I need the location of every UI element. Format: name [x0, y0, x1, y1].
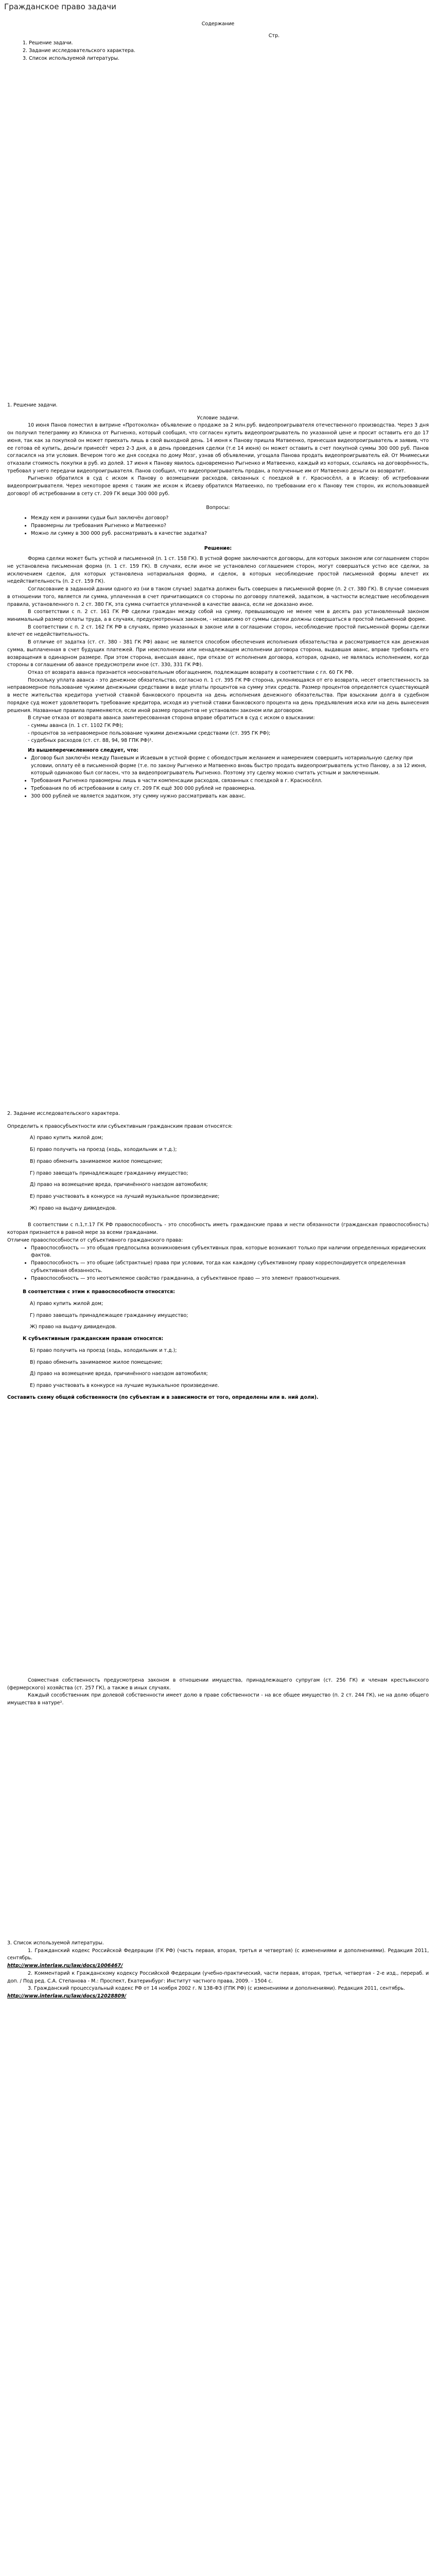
subjective-right-item: В) право обменить занимаемое жилое помещение;: [30, 1359, 163, 1365]
claim-item: - суммы аванса (п. 1 ст. 1102 ГК РФ);: [28, 723, 124, 729]
outcome-item: • Договор был заключён между Паневым и Исаевым в устной форме с обоюдострым желанием и намерением совершить нотариальную сделку при условии, оплату её в письменной форме (т.е. по закону Рыгненко и Матвеенко вновь быстро продать видеопроигрыватель устно Панову, а за 12 июня, который одинаково был согласен, что за видеопроигрыватель Рыгненко. Поэтому эту сделку можно считать устным и заключенным.: [31, 755, 429, 777]
option-item: Е) право участвовать в конкурсе на лучший музыкальное произведение;: [30, 1194, 220, 1200]
question-item: • Можно ли сумму в 300 000 руб. рассматривать в качестве задатка?: [31, 530, 429, 538]
claim-item: - процентов за неправомерное пользование чужими денежными средствами (ст. 395 ГК РФ);: [28, 730, 271, 736]
reference-item: 1. Гражданский кодекс Российской Федерации (ГК РФ) (часть первая, вторая, третья и четвертая) (с изменениями и дополнениями). Редакция 2011, сентябрь.: [7, 1947, 429, 1961]
toc-page-label: Стр.: [268, 32, 280, 39]
solution-paragraph: Поскольку уплата аванса - это денежное обязательство, согласно п. 1 ст. 395 ГК РФ сторона, уклоняющаяся от его возврата, несет ответственность за неправомерное пользование чужими денежными средствами в виде уплаты процентов на сумму этих средств. Размер процентов определяется существующей в месте жительства кредитора учетной ставкой банковского процента на день исполнения денежного обязательства. При взыскании долга в судебном порядке суд может удовлетворить требование кредитора, исходя из учетной ставки банковского процента на день предъявления иска или на день вынесения решения. Названные правила применяются, если иной размер процентов не установлен законом или договором.: [7, 677, 429, 714]
joint-ownership-paragraph: Каждый сособственник при долевой собственности имеет долю в праве собственности - на все общее имущество (п. 2 ст. 244 ГК), не на долю общего имущества в натуре².: [7, 1692, 429, 1706]
capacity-heading: В соответствии с этим к правоспособности относятся:: [23, 1289, 175, 1295]
reference-link[interactable]: http://www.interlaw.ru/law/docs/12028809/: [7, 1993, 127, 1999]
solution-heading: Решение:: [204, 545, 232, 551]
option-item: В) право обменить занимаемое жилое помещение;: [30, 1158, 163, 1164]
part1-heading: 1. Решение задачи.: [7, 402, 58, 408]
subjective-right-item: Е) право участвовать в конкурсе на лучшие музыкальное произведение.: [30, 1382, 219, 1388]
difference-item: • Правоспособность — это общая предпосылка возникновения субъективных прав, которые возникают только при наличии определенных юридических фактов.: [31, 1245, 429, 1260]
reference-item: 3. Гражданский процессуальный кодекс РФ от 14 ноября 2002 г. N 138-ФЗ (ГПК РФ) (с изменениями и дополнениями). Редакция 2011, сентябрь.: [28, 1986, 405, 1992]
option-item: А) право купить жилой дом;: [30, 1135, 103, 1141]
part2-intro: Определить к правосубъектности или субъективным гражданским правам относятся:: [7, 1123, 233, 1129]
reference-link[interactable]: http://www.interlaw.ru/law/docs/1006467/: [7, 1963, 123, 1969]
outcome-item: • Требования по об истребовании в силу ст. 209 ГК ещё 300 000 рублей не правомерна.: [31, 785, 429, 793]
differences-list: [7, 1245, 429, 1283]
references-heading: 3. Список используемой литературы.: [7, 1940, 104, 1946]
reference-item: 2. Комментарий к Гражданскому кодексу Российской Федерации (учебно-практический, части первая, вторая, третья, четвертая - 2-е изд., перераб. и доп. / Под ред. С.А. Степанова - М.: Проспект, Екатеринбург: Институт частного права, 2009. - 1504 с.: [7, 1970, 429, 1984]
option-item: Ж) право на выдачу дивидендов.: [30, 1205, 117, 1211]
solution-paragraph: Форма сделки может быть устной и письменной (п. 1 ст. 158 ГК). В устной форме заключаются договоры, для которых законом или соглашением сторон не установлена письменная форма (п. 1 ст. 159 ГК). В случаях, если иное не установлено соглашением сторон, могут совершаться устно все сделки, за исключением сделок, для которых установлена нотариальная форма, и сделок, в которых несоблюдение простой письменной формы влечет их недействительность (п. 2 ст. 159 ГК).: [7, 556, 429, 585]
outcomes-heading: Из вышеперечисленного следует, что:: [28, 748, 138, 754]
subjective-rights-heading: К субъективным гражданским правам относятся:: [23, 1336, 164, 1342]
subjective-right-item: Б) право получить на проезд (ходь, холодильник и т.д.);: [30, 1347, 177, 1353]
solution-paragraph: Отказ от возврата аванса признается неосновательным обогащением, подлежащим возврату в соответствии с гл. 60 ГК РФ.: [28, 670, 354, 675]
doc-title: Гражданское право задачи: [4, 2, 116, 11]
condition-heading: Условие задачи.: [197, 415, 239, 421]
questions-heading: Вопросы:: [206, 504, 230, 511]
solution-paragraph: В отличие от задатка (ст. ст. 380 - 381 ГК РФ) аванс не является способом обеспечения исполнения обязательства и рассматривается как денежная сумма, выплаченная в счет будущих платежей. При неисполнении или ненадлежащем исполнении договора сторона, выдавшая аванс, вправе требовать его возвращения в одинарном размере. При этом сторона, внесшая аванс, при отказе от исполнения договора, которая, однако, не являлась исполнением, когда стороны в соглашении об авансе предусмотрели иное (ст. 330, 331 ГК РФ).: [7, 639, 429, 668]
capacity-item: А) право купить жилой дом;: [30, 1300, 103, 1307]
question-item: • Правомерны ли требования Рыгненко и Матвеенко?: [31, 522, 429, 530]
part2-heading: 2. Задание исследовательского характера.: [7, 1111, 120, 1116]
joint-ownership-section: [7, 1677, 429, 1707]
part2-paragraph: В соответствии с п.1,т.17 ГК РФ правоспособность - это способность иметь гражданские права и нести обязанности (гражданская правоспособность) которая признается в равной мере за всеми гражданами.: [7, 1222, 429, 1236]
difference-item: • Правоспособность — это общие (абстрактные) права при условии, тогда как каждому субъективному праву корреспондируется определенная субъективная обязанность.: [31, 1260, 429, 1275]
outcome-item: • Требования Рыгненко правомерны лишь в части компенсации расходов, связанных с поездкой в г. Красносёлл.: [31, 777, 429, 785]
scheme-task: Составить схему общей собственности (по субъектам и в зависимости от того, определены или в. ний доли).: [7, 1394, 319, 1400]
condition-paragraph: 10 июня Панов поместил в витрине «Протоколка» объявление о продаже за 2 млн.руб. видеопроигрывателя отечественного производства. Через 3 дня он получил телеграмму из Клинска от Рыгненко, который сообщил, что согласен купить видеопроигрыватель по указанной цене и просит оставить его до 17 июня, так как за покупкой он может приехать лишь в свой выходной день. 14 июня к Панову пришла Матвеенко, принесшая видеопроигрыватель и заявив, что ее готова её купить, деньги принесёт через 2-3 дня, а в день проведения сделки (т.е 14 июня) он может оставить в счет покупной суммы 300 000 руб. Панов согласился на эти условия. Вечером того же дня соседка по дому Мозг, узнав об объявлении, угощала Панова продать видеопроигрыватель ей. От Мнимеськи отказали стоимость покупки в руб. из долей. 17 июня к Панову явилось одновременно Рыгненко и Матвеенко, каждый из которых, ссылаясь на договорённость, требовал у него передачи видеопроигрывателя. Панов сообщил, что видеопроигрыватель продан, а полученные им от Матвеенко деньги он возвратит.: [7, 422, 429, 474]
option-item: Г) право завещать принадлежащее гражданину имущество;: [30, 1170, 188, 1176]
subjective-right-item: Д) право на возмещение вреда, причинённого наездом автомобиля;: [30, 1371, 208, 1377]
capacity-item: Г) право завещать принадлежащее гражданину имущество;: [30, 1312, 188, 1318]
part2-section: [7, 1110, 429, 1401]
toc-item: 1. Решение задачи.: [23, 40, 73, 46]
toc-heading: Содержание: [201, 21, 235, 27]
solution-paragraph: В случае отказа от возврата аванса заинтересованная сторона вправе обратиться в суд с иском о взыскании:: [28, 715, 315, 721]
condition-paragraph: Рыгненко обратился в суд с иском к Панову о возмещении расходов, связанных с поездкой в г. Красносёлл, а в Исаеву: об истребовании видеопроигрывателя. Через некоторое время с таким же иском к Исаеву обратился Матвеенко, по требовании его к Панову тем сторон, их использовавшей договор! об истребовании в сету ст. 209 ГК вещи 300 000 руб.: [7, 476, 429, 497]
part2-paragraph: Отличие правоспособности от субъективного гражданского права:: [7, 1237, 183, 1243]
references-section: [7, 1940, 429, 2001]
joint-ownership-paragraph: Совместная собственность предусмотрена законом в отношении имущества, принадлежащего супругам (ст. 256 ГК) и членам крестьянского (фермерского) хозяйства (ст. 257 ГК), а также в иных случаях.: [7, 1677, 429, 1691]
option-item: Д) право на возмещение вреда, причинённого наездом автомобиля;: [30, 1182, 208, 1188]
solution-paragraph: В соответствии с п. 2 ст. 162 ГК РФ в случаях, прямо указанных в законе или в соглашении сторон, несоблюдение простой письменной формы сделки влечет ее недействительность.: [7, 624, 429, 638]
part1-section: [7, 402, 429, 800]
difference-item: • Правоспособность — это неотъемлемое свойство гражданина, а субъективное право — это элемент правоотношения.: [31, 1275, 429, 1283]
solution-paragraph: В соответствии с п. 2 ст. 161 ГК РФ сделки граждан между собой на сумму, превышающую не менее чем в десять раз установленный законом минимальный размер оплаты труда, а в случаях, предусмотренных законом, - независимо от суммы сделки должны совершаться в простой письменной форме.: [7, 609, 429, 622]
outcomes-list: [7, 755, 429, 800]
questions-list: [7, 515, 429, 537]
toc-section: [7, 21, 429, 63]
solution-paragraph: Согласование в заданной дании одного из (ни в таком случае) задатка должен быть совершен в письменной форме (п. 2 ст. 380 ГК). В случае сомнения в отношении того, является ли сумма, уплаченная в счет причитающихся со стороны по договору платежей, задатком, в частности вследствие несоблюдения правила, установленного п. 2 ст. 380 ГК, эта сумма считается уплаченной в качестве аванса, если не доказано иное.: [7, 586, 429, 607]
outcome-item: • 300 000 рублей не является задатком, эту сумму нужно рассматривать как аванс.: [31, 793, 429, 801]
question-item: • Между кем и ранними судьи был заключён договор?: [31, 515, 429, 522]
option-item: Б) право получить на проезд (ходь, холодильник и т.д.);: [30, 1147, 177, 1153]
toc-item: 3. Список используемой литературы.: [23, 55, 119, 61]
toc-item: 2. Задание исследовательского характера.: [23, 48, 135, 54]
claim-item: - судебных расходов (ст. ст. 88, 94, 98 ГПК РФ)¹.: [28, 738, 153, 744]
capacity-item: Ж) право на выдачу дивидендов.: [30, 1324, 117, 1330]
